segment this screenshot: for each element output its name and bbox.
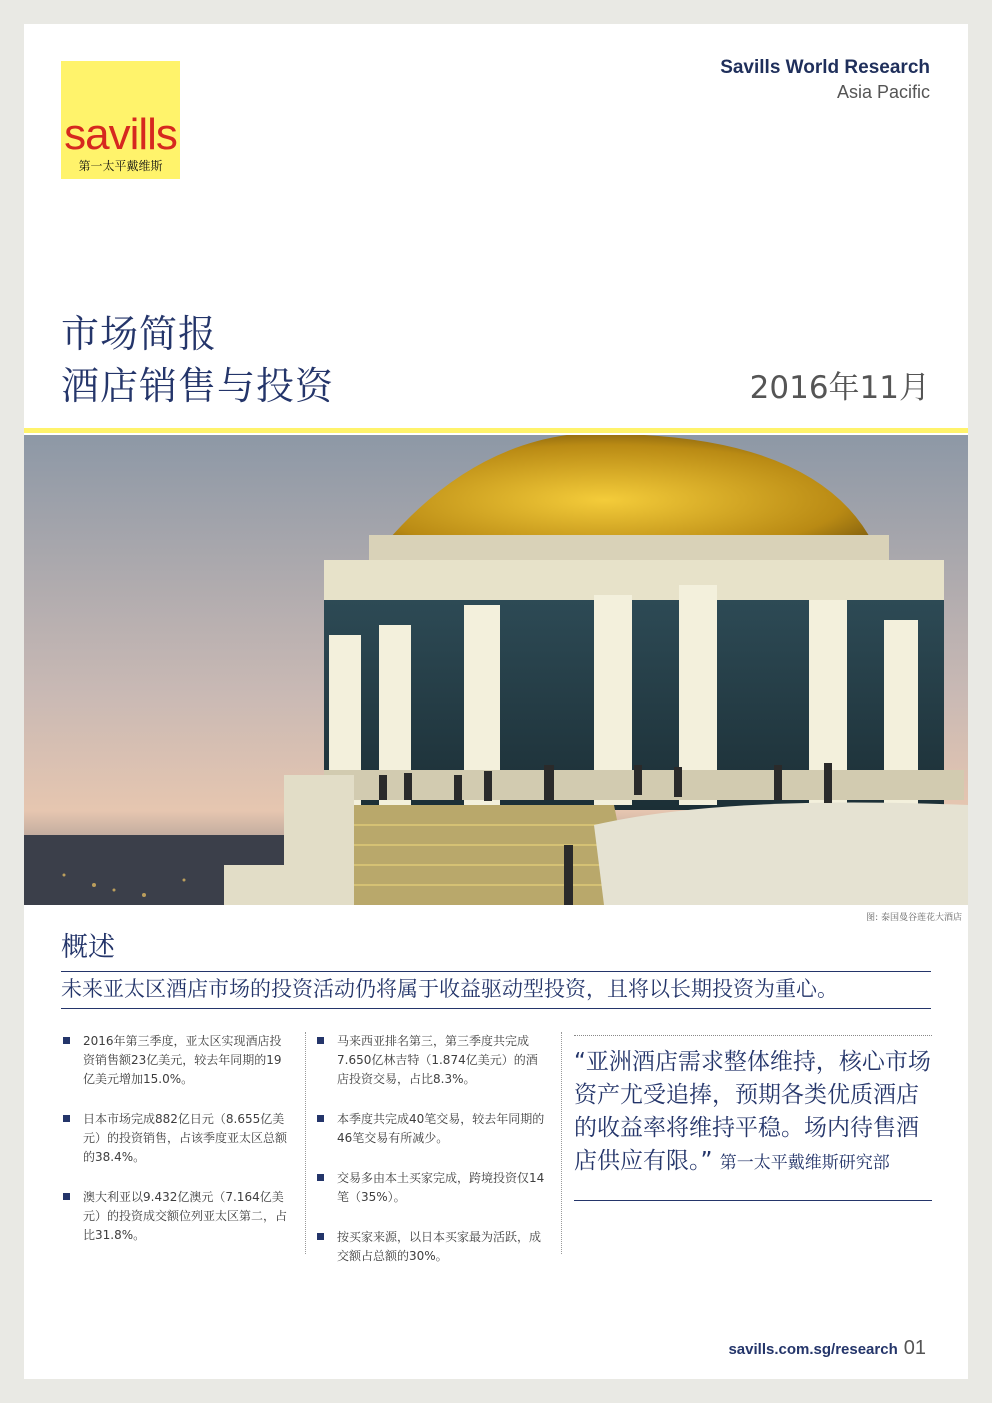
page-number: 01 — [903, 1337, 926, 1359]
photo-caption: 图: 泰国曼谷莲花大酒店 — [866, 913, 962, 923]
bullet-square-icon — [317, 1233, 324, 1240]
brand-region: Asia Pacific — [836, 82, 930, 102]
brand-header — [720, 57, 930, 103]
overview-rule-bottom — [61, 1008, 931, 1009]
list-item: 2016年第三季度，亚太区实现酒店投资销售额23亿美元，较去年同期的19亿美元增加15.0%。 — [61, 1032, 293, 1089]
list-item: 马来西亚排名第三，第三季度共完成7.650亿林吉特（1.874亿美元）的酒店投资交易，占比8.3%。 — [315, 1032, 547, 1089]
list-item: 日本市场完成882亿日元（8.655亿美元）的投资销售，占该季度亚太区总额的38.4%。 — [61, 1110, 293, 1167]
accent-bar — [24, 428, 968, 433]
overview-heading: 概述 — [61, 932, 115, 963]
logo-chinese-name: 第一太平戴维斯 — [78, 159, 163, 173]
report-title — [61, 308, 334, 412]
list-item: 交易多由本土买家完成，跨境投资仅14笔（35%）。 — [315, 1169, 547, 1207]
bullet-square-icon — [317, 1115, 324, 1122]
column-divider — [561, 1032, 562, 1254]
page-footer — [728, 1338, 926, 1360]
report-title-line1: 市场简报 — [61, 312, 218, 356]
overview-lead: 未来亚太区酒店市场的投资活动仍将属于收益驱动型投资，且将以长期投资为重心。 — [61, 977, 838, 1001]
report-date: 2016年11月 — [749, 370, 930, 406]
bullet-column-2 — [315, 1032, 547, 1287]
quote-attribution: 第一太平戴维斯研究部 — [719, 1153, 890, 1173]
bullet-square-icon — [63, 1037, 70, 1044]
quote-text: “亚洲酒店需求整体维持，核心市场资产尤受追捧，预期各类优质酒店的收益率将维持平稳。场内待售酒店供应有限。” — [574, 1049, 931, 1174]
quote-rule-bottom — [574, 1200, 932, 1201]
logo-wordmark: savills — [64, 110, 177, 159]
bullet-square-icon — [317, 1037, 324, 1044]
bullet-square-icon — [63, 1115, 70, 1122]
brand-title: Savills World Research — [720, 57, 930, 78]
report-title-line2: 酒店销售与投资 — [61, 364, 335, 408]
cover-photo — [24, 435, 968, 905]
savills-logo[interactable] — [61, 61, 180, 179]
bullet-square-icon — [317, 1174, 324, 1181]
bullet-square-icon — [63, 1193, 70, 1200]
column-divider — [305, 1032, 306, 1254]
list-item: 本季度共完成40笔交易，较去年同期的46笔交易有所减少。 — [315, 1110, 547, 1148]
footer-research-link[interactable]: savills.com.sg/research — [728, 1341, 898, 1358]
quote-rule-top — [574, 1035, 932, 1036]
list-item: 按买家来源，以日本买家最为活跃，成交额占总额的30%。 — [315, 1228, 547, 1266]
bullet-column-1 — [61, 1032, 293, 1266]
pull-quote — [574, 1046, 934, 1180]
list-item: 澳大利亚以9.432亿澳元（7.164亿美元）的投资成交额位列亚太区第二，占比31.8%。 — [61, 1188, 293, 1245]
